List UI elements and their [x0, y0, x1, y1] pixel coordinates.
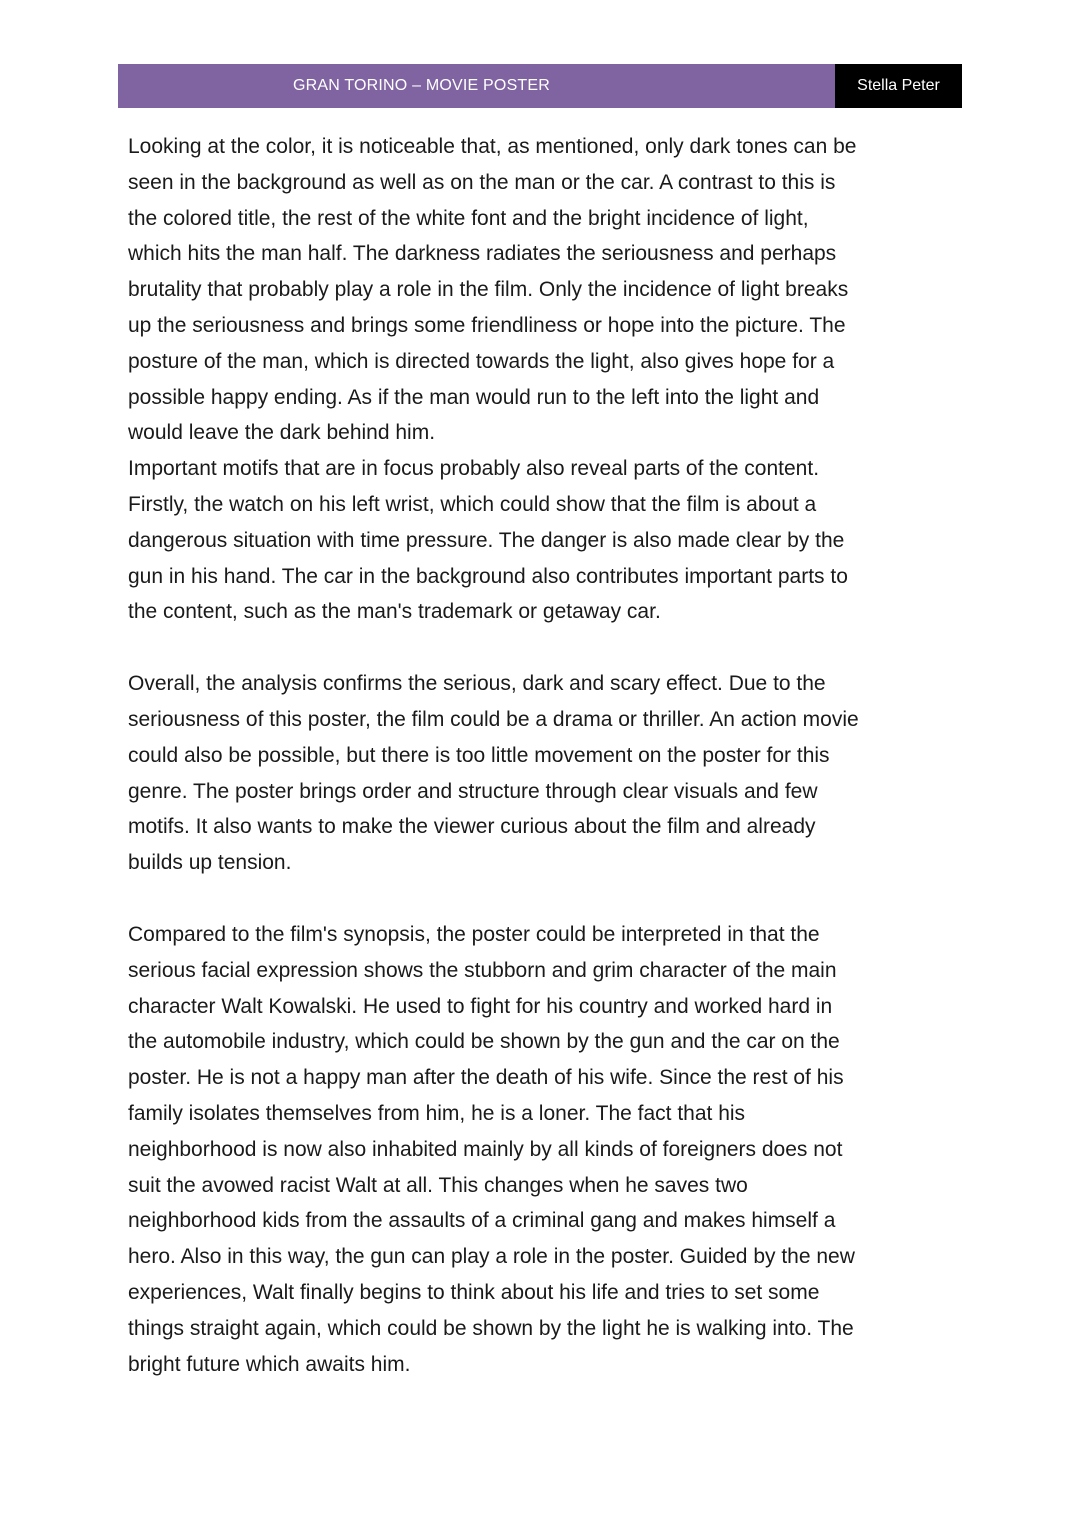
text-line: Compared to the film's synopsis, the poster could be interpreted in that the: [128, 922, 820, 946]
text-line: seen in the background as well as on the man or the car. A contrast to this is: [128, 170, 836, 194]
text-line: Firstly, the watch on his left wrist, which could show that the film is about a: [128, 492, 817, 516]
text-line: hero. Also in this way, the gun can play a role in the poster. Guided by the new: [128, 1245, 855, 1269]
text-line: Overall, the analysis confirms the serious, dark and scary effect. Due to the: [128, 672, 826, 696]
text-line: possible happy ending. As if the man would run to the left into the light and: [128, 385, 820, 409]
text-line: gun in his hand. The car in the background also contributes important parts to: [128, 564, 848, 588]
text-line: neighborhood is now also inhabited mainly by all kinds of foreigners does not: [128, 1137, 843, 1161]
text-line: poster. He is not a happy man after the death of his wife. Since the rest of his: [128, 1066, 844, 1090]
paragraph-spacer: [128, 881, 958, 917]
text-line: bright future which awaits him.: [128, 1352, 411, 1376]
text-line: could also be possible, but there is too little movement on the poster for this: [128, 743, 830, 767]
text-line: neighborhood kids from the assaults of a criminal gang and makes himself a: [128, 1209, 836, 1233]
text-line: experiences, Walt finally begins to think about his life and tries to set some: [128, 1280, 820, 1304]
text-line: would leave the dark behind him.: [128, 421, 436, 445]
paragraph-color-analysis: [128, 129, 958, 451]
header-title-cell: [118, 64, 835, 108]
paragraph-motifs: [128, 451, 958, 630]
text-line: Important motifs that are in focus probably also reveal parts of the content.: [128, 457, 820, 481]
text-line: things straight again, which could be shown by the light he is walking into. The: [128, 1316, 854, 1340]
author-name: Stella Peter: [857, 77, 940, 94]
paragraph-overall: [128, 666, 958, 881]
paragraph-spacer: [128, 630, 958, 666]
text-line: character Walt Kowalski. He used to fight for his country and worked hard in: [128, 994, 833, 1018]
text-line: up the seriousness and brings some friendliness or hope into the picture. The: [128, 313, 846, 337]
header-author-cell: [835, 64, 962, 108]
text-line: brutality that probably play a role in the film. Only the incidence of light breaks: [128, 278, 849, 302]
text-line: which hits the man half. The darkness radiates the seriousness and perhaps: [128, 242, 837, 266]
page-header: [118, 64, 962, 108]
document-title: GRAN TORINO – MOVIE POSTER: [292, 77, 551, 94]
text-line: posture of the man, which is directed towards the light, also gives hope for a: [128, 349, 835, 373]
text-line: suit the avowed racist Walt at all. This changes when he saves two: [128, 1173, 748, 1197]
text-line: Looking at the color, it is noticeable that, as mentioned, only dark tones can be: [128, 135, 857, 158]
text-line: the automobile industry, which could be shown by the gun and the car on the: [128, 1030, 840, 1054]
paragraph-synopsis-comparison: [128, 917, 958, 1382]
text-line: motifs. It also wants to make the viewer curious about the film and already: [128, 815, 816, 839]
document-body: [128, 129, 958, 1382]
text-line: the content, such as the man's trademark or getaway car.: [128, 600, 661, 624]
text-line: the colored title, the rest of the white font and the bright incidence of light,: [128, 206, 809, 230]
text-line: seriousness of this poster, the film could be a drama or thriller. An action movie: [128, 707, 859, 731]
text-line: serious facial expression shows the stubborn and grim character of the main: [128, 958, 837, 982]
text-line: genre. The poster brings order and structure through clear visuals and few: [128, 779, 818, 803]
text-line: builds up tension.: [128, 851, 292, 875]
text-line: dangerous situation with time pressure. The danger is also made clear by the: [128, 528, 845, 552]
text-line: family isolates themselves from him, he is a loner. The fact that his: [128, 1101, 746, 1125]
